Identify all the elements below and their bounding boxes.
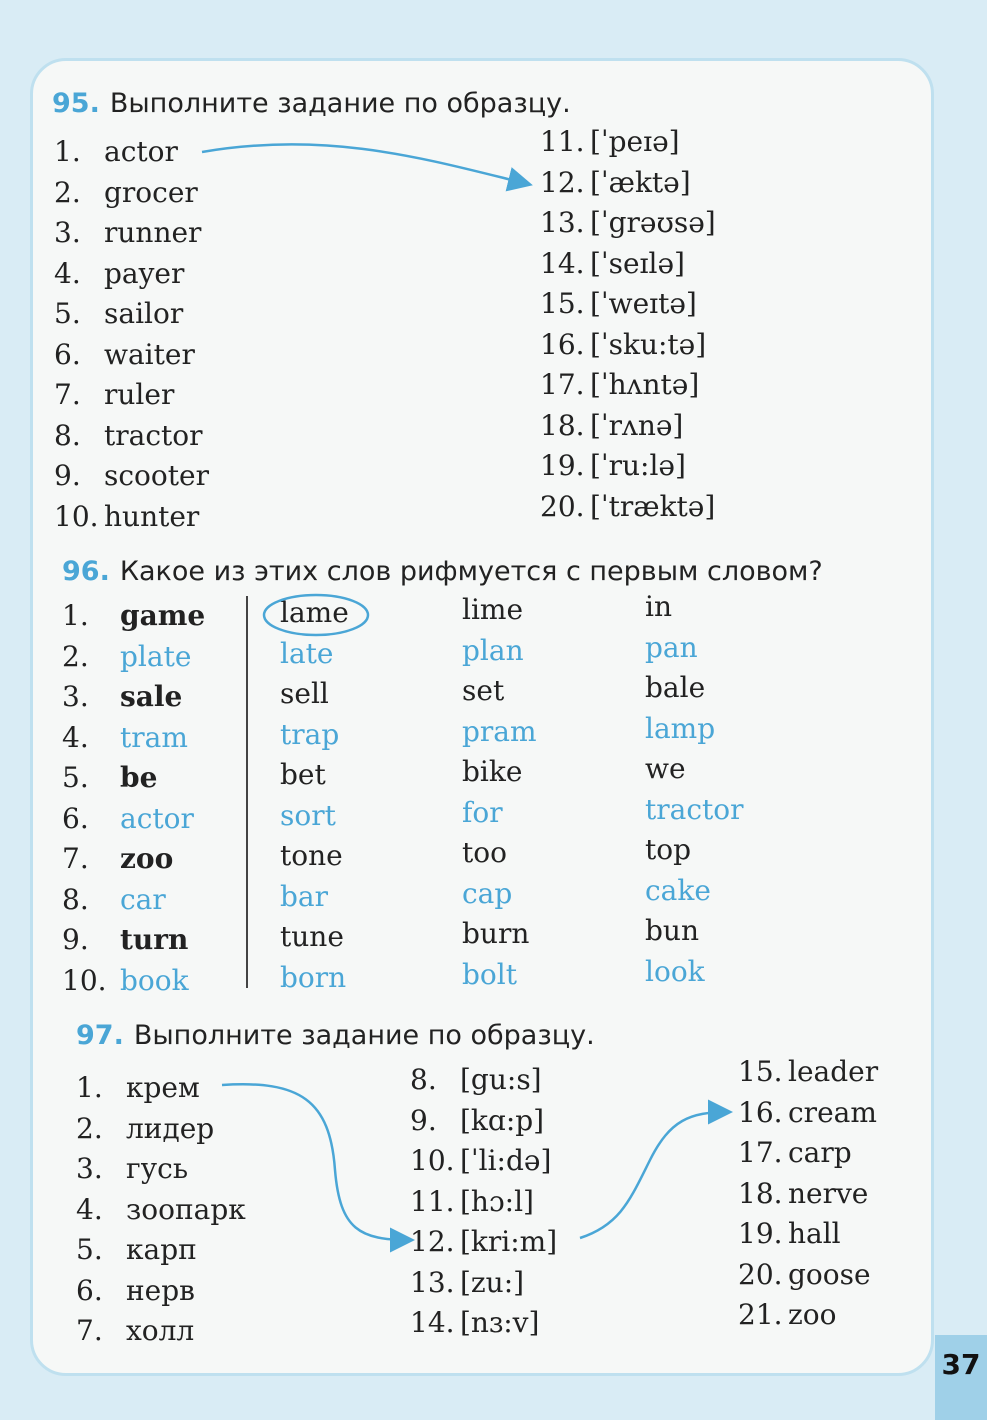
item-number: 20. bbox=[540, 489, 585, 523]
row-number: 8. bbox=[62, 882, 89, 916]
option-c: in bbox=[645, 590, 672, 623]
page-number: 37 bbox=[935, 1335, 987, 1420]
option-b: set bbox=[462, 674, 505, 707]
row-number: 5. bbox=[62, 761, 89, 794]
option-b: pram bbox=[462, 714, 537, 748]
item-number: 2. bbox=[76, 1111, 103, 1145]
item-word: ruler bbox=[104, 378, 175, 411]
first-word: actor bbox=[120, 801, 194, 835]
item-word: [ˈæktə] bbox=[590, 165, 691, 199]
option-b: too bbox=[462, 836, 507, 869]
item-word: карп bbox=[126, 1233, 197, 1266]
row-number: 7. bbox=[62, 842, 89, 875]
item-number: 3. bbox=[54, 216, 81, 249]
option-a: tone bbox=[280, 839, 343, 872]
option-b: lime bbox=[462, 593, 524, 626]
option-b: plan bbox=[462, 633, 524, 667]
item-word: крем bbox=[126, 1071, 200, 1104]
row-number: 2. bbox=[62, 639, 89, 673]
item-word: hunter bbox=[104, 499, 200, 533]
option-b: bike bbox=[462, 755, 523, 788]
item-number: 13. bbox=[410, 1265, 455, 1299]
item-number: 9. bbox=[54, 459, 81, 492]
option-c: top bbox=[645, 833, 692, 866]
item-number: 10. bbox=[410, 1144, 455, 1177]
item-number: 12. bbox=[540, 165, 585, 199]
option-c: cake bbox=[645, 873, 711, 907]
item-word: [kri:m] bbox=[460, 1225, 558, 1258]
item-word: [ˈpeɪə] bbox=[590, 125, 680, 158]
example-arrow-97-a bbox=[222, 1084, 410, 1240]
item-number: 16. bbox=[540, 327, 585, 361]
item-word: [ˈhʌntə] bbox=[590, 368, 700, 401]
item-word: actor bbox=[104, 135, 178, 168]
exercise-96-number: 96. bbox=[62, 556, 110, 587]
item-number: 16. bbox=[738, 1095, 783, 1129]
item-word: leader bbox=[788, 1055, 879, 1088]
item-number: 10. bbox=[54, 499, 99, 533]
item-number: 7. bbox=[54, 378, 81, 411]
item-word: grocer bbox=[104, 175, 198, 209]
option-c: bale bbox=[645, 671, 706, 704]
option-a: lame bbox=[280, 596, 349, 629]
exercise-97-title: Выполните задание по образцу. bbox=[133, 1020, 595, 1051]
option-c: tractor bbox=[645, 792, 744, 826]
first-word: game bbox=[120, 599, 206, 632]
first-word: sale bbox=[120, 680, 183, 713]
item-word: [ˈseɪlə] bbox=[590, 246, 685, 280]
item-number: 21. bbox=[738, 1298, 783, 1331]
item-word: [ˈgrəʊsə] bbox=[590, 206, 716, 239]
option-b: bolt bbox=[462, 957, 517, 991]
row-number: 9. bbox=[62, 923, 89, 956]
item-word: [ˈru:lə] bbox=[590, 449, 686, 482]
option-a: tune bbox=[280, 920, 344, 953]
option-c: we bbox=[645, 752, 686, 785]
item-number: 4. bbox=[76, 1192, 103, 1226]
item-word: нерв bbox=[126, 1273, 195, 1307]
item-word: [ˈli:də] bbox=[460, 1144, 552, 1177]
row-number: 6. bbox=[62, 801, 89, 835]
item-number: 6. bbox=[76, 1273, 103, 1307]
item-number: 14. bbox=[410, 1306, 455, 1339]
item-number: 11. bbox=[540, 125, 585, 158]
item-number: 9. bbox=[410, 1103, 437, 1137]
item-word: [ˈrʌnə] bbox=[590, 408, 684, 442]
item-word: [nɜ:v] bbox=[460, 1306, 540, 1339]
item-word: лидер bbox=[126, 1111, 215, 1145]
first-word: be bbox=[120, 761, 158, 794]
item-number: 19. bbox=[738, 1217, 783, 1250]
item-word: runner bbox=[104, 216, 202, 249]
item-word: waiter bbox=[104, 337, 195, 371]
example-arrow-95 bbox=[202, 144, 528, 184]
item-number: 11. bbox=[410, 1184, 455, 1218]
item-number: 17. bbox=[540, 368, 585, 401]
first-word: turn bbox=[120, 923, 189, 956]
item-word: гусь bbox=[126, 1152, 189, 1185]
first-word: book bbox=[120, 963, 189, 997]
option-a: sort bbox=[280, 798, 336, 832]
item-number: 8. bbox=[410, 1063, 437, 1096]
option-c: look bbox=[645, 954, 705, 988]
option-a: trap bbox=[280, 717, 340, 751]
item-number: 5. bbox=[76, 1233, 103, 1266]
option-a: late bbox=[280, 636, 334, 670]
option-a: born bbox=[280, 960, 347, 994]
item-word: [ˈsku:tə] bbox=[590, 327, 707, 361]
item-number: 15. bbox=[540, 287, 585, 320]
item-word: cream bbox=[788, 1095, 877, 1129]
item-word: zoo bbox=[788, 1298, 837, 1331]
option-b: burn bbox=[462, 917, 530, 950]
item-word: [ˈweɪtə] bbox=[590, 287, 697, 320]
item-number: 4. bbox=[54, 256, 81, 290]
item-number: 19. bbox=[540, 449, 585, 482]
item-number: 13. bbox=[540, 206, 585, 239]
exercise-95-number: 95. bbox=[52, 88, 100, 119]
item-number: 17. bbox=[738, 1136, 783, 1169]
first-word: zoo bbox=[120, 842, 174, 875]
item-word: goose bbox=[788, 1257, 871, 1291]
item-word: зоопарк bbox=[126, 1192, 246, 1226]
row-number: 10. bbox=[62, 963, 107, 997]
first-word: tram bbox=[120, 720, 188, 754]
option-c: bun bbox=[645, 914, 699, 947]
item-number: 18. bbox=[540, 408, 585, 442]
item-word: [kɑ:p] bbox=[460, 1103, 545, 1137]
item-number: 2. bbox=[54, 175, 81, 209]
example-arrow-97-b bbox=[580, 1112, 728, 1238]
row-number: 4. bbox=[62, 720, 89, 754]
exercise-96-title: Какое из этих слов рифмуется с первым словом? bbox=[119, 556, 823, 587]
option-c: lamp bbox=[645, 711, 716, 745]
item-word: carp bbox=[788, 1136, 852, 1169]
item-number: 20. bbox=[738, 1257, 783, 1291]
option-a: sell bbox=[280, 677, 329, 710]
item-word: [zu:] bbox=[460, 1265, 525, 1299]
option-a: bet bbox=[280, 758, 326, 791]
row-number: 3. bbox=[62, 680, 89, 713]
item-number: 6. bbox=[54, 337, 81, 371]
item-number: 8. bbox=[54, 418, 81, 452]
item-number: 14. bbox=[540, 246, 585, 280]
item-word: tractor bbox=[104, 418, 203, 452]
item-word: sailor bbox=[104, 297, 184, 330]
item-word: [hɔ:l] bbox=[460, 1184, 534, 1218]
row-number: 1. bbox=[62, 599, 89, 632]
item-number: 15. bbox=[738, 1055, 783, 1088]
first-word: car bbox=[120, 882, 166, 916]
item-number: 18. bbox=[738, 1176, 783, 1210]
item-word: scooter bbox=[104, 459, 209, 492]
option-c: pan bbox=[645, 630, 698, 664]
item-number: 1. bbox=[54, 135, 81, 168]
item-word: холл bbox=[126, 1314, 195, 1347]
item-word: hall bbox=[788, 1217, 841, 1250]
item-number: 5. bbox=[54, 297, 81, 330]
item-number: 3. bbox=[76, 1152, 103, 1185]
item-word: [gu:s] bbox=[460, 1063, 542, 1096]
item-word: [ˈtræktə] bbox=[590, 489, 716, 523]
option-b: for bbox=[462, 795, 503, 829]
option-b: cap bbox=[462, 876, 513, 910]
exercise-97-number: 97. bbox=[76, 1020, 124, 1051]
first-word: plate bbox=[120, 639, 192, 673]
item-word: nerve bbox=[788, 1176, 869, 1210]
item-number: 1. bbox=[76, 1071, 103, 1104]
exercise-95-title: Выполните задание по образцу. bbox=[109, 88, 571, 119]
option-a: bar bbox=[280, 879, 329, 913]
item-word: payer bbox=[104, 256, 185, 290]
answer-circle bbox=[264, 595, 368, 635]
item-number: 12. bbox=[410, 1225, 455, 1258]
item-number: 7. bbox=[76, 1314, 103, 1347]
